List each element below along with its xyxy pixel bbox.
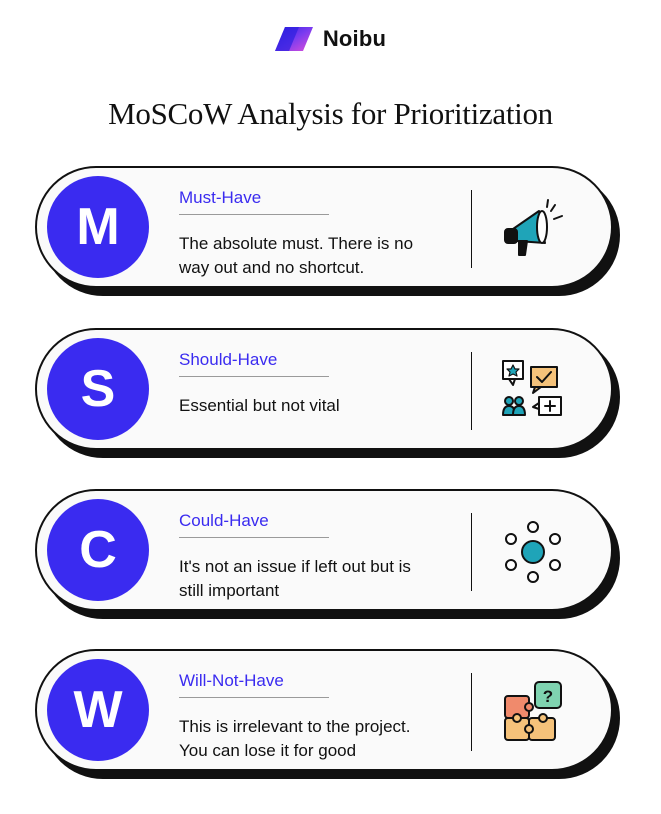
card-label: Must-Have — [179, 188, 262, 207]
brand-header — [0, 26, 661, 52]
noibu-logo-icon — [275, 27, 313, 51]
label-underline — [179, 537, 329, 538]
label-underline — [179, 214, 329, 215]
card-could-have — [35, 489, 621, 619]
label-underline — [179, 697, 329, 698]
letter-badge: M — [47, 176, 149, 278]
card-label: Will-Not-Have — [179, 671, 284, 690]
card-divider — [471, 513, 472, 591]
card-label: Could-Have — [179, 511, 269, 530]
letter-badge: C — [47, 499, 149, 601]
card-label: Should-Have — [179, 350, 278, 369]
megaphone-icon — [499, 195, 567, 263]
svg-text:?: ? — [542, 687, 554, 706]
letter-badge: S — [47, 338, 149, 440]
feedback-chat-icon — [499, 357, 567, 425]
label-underline — [179, 376, 329, 377]
card-must-have — [35, 166, 621, 296]
page-title: MoSCoW Analysis for Prioritization — [108, 96, 553, 131]
card-description: This is irrelevant to the project. You can lose it for good — [179, 717, 411, 760]
card-divider — [471, 190, 472, 268]
card-should-have — [35, 328, 621, 458]
brand-name: Noibu — [322, 26, 387, 51]
card-description: It's not an issue if left out but is still important — [179, 557, 411, 600]
card-divider — [471, 352, 472, 430]
card-divider — [471, 673, 472, 751]
card-description: The absolute must. There is no way out and no shortcut. — [179, 234, 414, 277]
network-dots-icon — [499, 518, 567, 586]
puzzle-question-icon — [499, 678, 567, 746]
letter-badge: W — [47, 659, 149, 761]
card-will-not-have — [35, 649, 621, 779]
card-body — [35, 166, 613, 288]
card-description: Essential but not vital — [179, 396, 340, 415]
card-body — [35, 649, 613, 771]
card-body — [35, 328, 613, 450]
card-body — [35, 489, 613, 611]
